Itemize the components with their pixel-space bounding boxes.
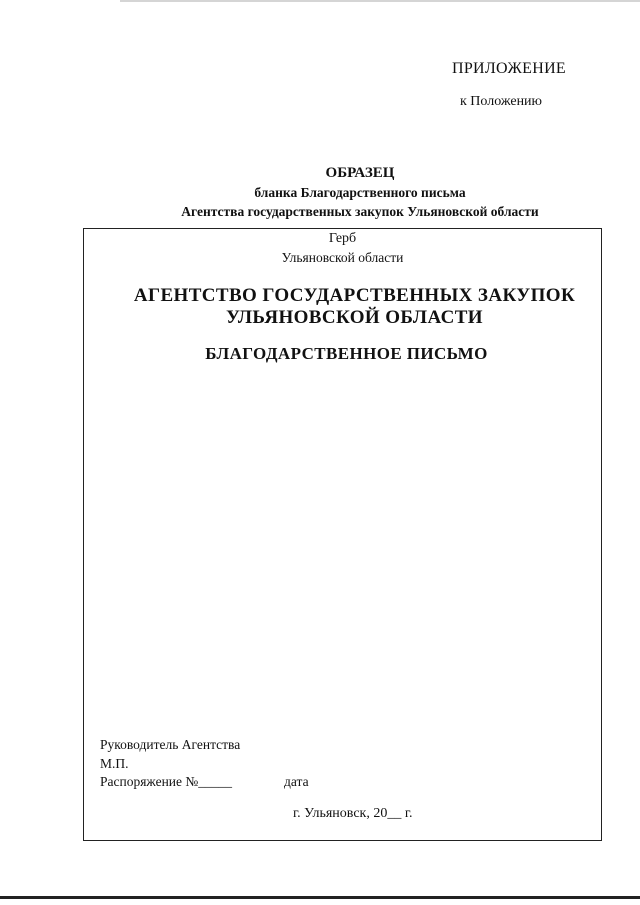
- sample-subtitle-line1: бланка Благодарственного письма: [254, 185, 466, 200]
- letter-title: БЛАГОДАРСТВЕННОЕ ПИСЬМО: [205, 344, 488, 363]
- place-date: г. Ульяновск, 20__ г.: [293, 806, 413, 821]
- coat-of-arms-label: Герб: [328, 231, 357, 246]
- signature-seal: М.П.: [100, 756, 129, 771]
- signature-head: Руководитель Агентства: [100, 737, 241, 752]
- order-number: Распоряжение №_____: [100, 774, 233, 789]
- sample-subtitle-line2: Агентства государственных закупок Ульяновской области: [181, 204, 539, 219]
- region-name: Ульяновской области: [281, 250, 404, 265]
- order-date: дата: [284, 774, 309, 789]
- agency-name: [84, 285, 601, 329]
- appendix-reference: к Положению: [460, 94, 543, 109]
- sample-heading: ОБРАЗЕЦ: [325, 165, 395, 181]
- appendix-title: ПРИЛОЖЕНИЕ: [452, 60, 567, 77]
- agency-name-line2: УЛЬЯНОВСКОЙ ОБЛАСТИ: [225, 307, 483, 328]
- scan-edge-bottom: [0, 896, 640, 899]
- agency-name-line1: АГЕНТСТВО ГОСУДАРСТВЕННЫХ ЗАКУПОК: [133, 285, 576, 306]
- letter-form-frame: [83, 228, 602, 841]
- sample-header: [120, 164, 600, 221]
- scan-edge-top: [120, 0, 640, 2]
